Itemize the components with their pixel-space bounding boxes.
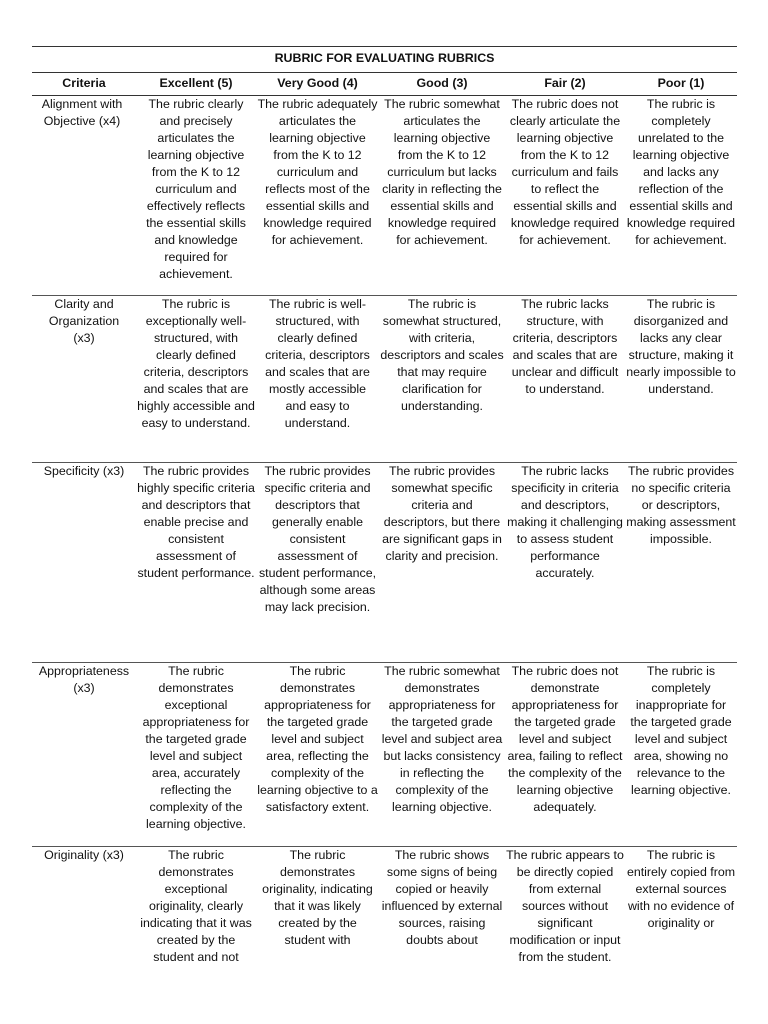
- score-cell: The rubric demonstrates exceptional originality, clearly indicating that it was created by the student and not: [140, 848, 252, 964]
- score-cell: The rubric provides somewhat specific criteria and descriptors, but there are significant gaps in clarity and precision.: [379, 463, 505, 663]
- score-cell: The rubric lacks structure, with criteria, descriptors and scales that are unclear and difficult to understand.: [505, 296, 625, 463]
- score-cell: The rubric is disorganized and lacks any clear structure, making it nearly impossible to understand.: [625, 296, 737, 463]
- table-row: [32, 663, 737, 847]
- header-fair: Fair (2): [505, 73, 625, 96]
- criteria-cell: Specificity (x3): [32, 463, 136, 663]
- header-good: Good (3): [379, 73, 505, 96]
- score-cell: The rubric does not clearly articulate the learning objective from the K to 12 curriculum and fails to reflect the essential skills and knowledge required for achievement.: [505, 96, 625, 296]
- score-cell: The rubric provides no specific criteria or descriptors, making assessment impossible.: [625, 463, 737, 663]
- score-cell: The rubric lacks specificity in criteria and descriptors, making it challenging to assess student performance accurately.: [505, 463, 625, 663]
- score-cell: The rubric does not demonstrate appropriateness for the targeted grade level and subject area, failing to reflect the complexity of the learning objective adequately.: [505, 663, 625, 847]
- score-cell: The rubric is somewhat structured, with criteria, descriptors and scales that may require clarification for understanding.: [379, 296, 505, 463]
- criteria-cell: Appropriateness (x3): [32, 663, 136, 847]
- header-row: [32, 73, 737, 96]
- score-cell: The rubric is completely unrelated to the learning objective and lacks any reflection of the essential skills and knowledge required for achievement.: [625, 96, 737, 296]
- criteria-cell: Alignment with Objective (x4): [32, 96, 136, 296]
- score-cell: The rubric provides highly specific criteria and descriptors that enable precise and consistent assessment of student performance.: [136, 463, 256, 663]
- score-cell: The rubric shows some signs of being copied or heavily influenced by external sources, raising doubts about: [381, 848, 503, 947]
- header-excellent: Excellent (5): [136, 73, 256, 96]
- score-cell: The rubric adequately articulates the learning objective from the K to 12 curriculum and reflects most of the essential skills and knowledge required for achievement.: [256, 96, 379, 296]
- table-row: [32, 296, 737, 463]
- criteria-cell: Clarity and Organization (x3): [32, 296, 136, 463]
- score-cell: The rubric clearly and precisely articulates the learning objective from the K to 12 curriculum and effectively reflects the essential skills and knowledge required for achievement.: [136, 96, 256, 296]
- score-cell: The rubric provides specific criteria and descriptors that generally enable consistent assessment of student performance, although some areas may lack precision.: [256, 463, 379, 663]
- criteria-cell: Originality (x3): [44, 848, 124, 862]
- table-title: RUBRIC FOR EVALUATING RUBRICS: [32, 47, 737, 73]
- score-cell: The rubric is entirely copied from external sources with no evidence of originality or: [626, 848, 736, 930]
- score-cell: The rubric is well-structured, with clearly defined criteria, descriptors and scales that are mostly accessible and easy to understand.: [256, 296, 379, 463]
- score-cell: The rubric somewhat articulates the learning objective from the K to 12 curriculum but lacks clarity in reflecting the essential skills and knowledge required for achievement.: [379, 96, 505, 296]
- score-cell: The rubric appears to be directly copied from external sources without significant modification or input from the student.: [506, 848, 624, 964]
- header-very-good: Very Good (4): [256, 73, 379, 96]
- score-cell: The rubric somewhat demonstrates appropriateness for the targeted grade level and subject area but lacks consistency in reflecting the complexity of the learning objective.: [379, 663, 505, 847]
- score-cell: The rubric demonstrates originality, indicating that it was likely created by the student with: [262, 848, 373, 947]
- header-poor: Poor (1): [625, 73, 737, 96]
- table-row: [32, 96, 737, 296]
- score-cell: The rubric is completely inappropriate for the targeted grade level and subject area, showing no relevance to the learning objective.: [625, 663, 737, 847]
- rubric-document: [32, 46, 737, 997]
- score-cell: The rubric demonstrates exceptional appropriateness for the targeted grade level and subject area, accurately reflecting the complexity of the learning objective.: [136, 663, 256, 847]
- score-cell: The rubric demonstrates appropriateness for the targeted grade level and subject area, reflecting the complexity of the learning objective to a satisfactory extent.: [256, 663, 379, 847]
- table-row: [32, 847, 737, 997]
- title-row: [32, 47, 737, 73]
- header-criteria: Criteria: [32, 73, 136, 96]
- table-row: [32, 463, 737, 663]
- score-cell: The rubric is exceptionally well-structured, with clearly defined criteria, descriptors and scales that are highly accessible and easy to understand.: [136, 296, 256, 463]
- rubric-table: [32, 46, 737, 997]
